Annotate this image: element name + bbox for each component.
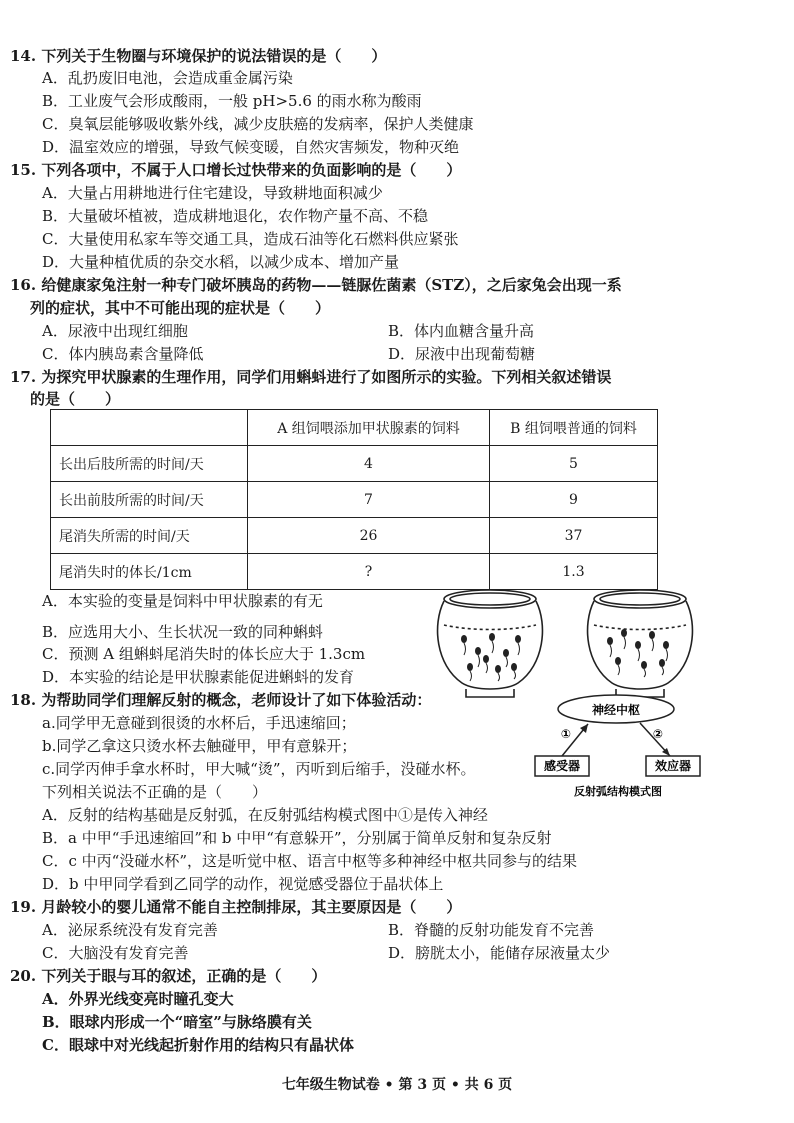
bowl-a-image [438, 590, 543, 697]
q14-option-c: C．臭氧层能够吸收紫外线，减少皮肤癌的发病率，保护人类健康 [42, 115, 474, 133]
table-cell: 1.3 [490, 554, 658, 590]
q18-item-c: c.同学丙伸手拿水杯时，甲大喊“烫”，丙听到后缩手，没碰水杯。 [42, 760, 476, 778]
table-cell: 尾消失所需的时间/天 [51, 518, 248, 554]
q14-option-b: B．工业废气会形成酸雨，一般 pH>5.6 的雨水称为酸雨 [42, 92, 422, 110]
receptor-label: 感受器 [543, 759, 581, 773]
table-row [51, 446, 658, 482]
q16-option-d: D．尿液中出现葡萄糖 [388, 345, 536, 363]
q14-option-a: A．乱扔废旧电池，会造成重金属污染 [42, 69, 293, 87]
q18-option-b: B．a 中甲“手迅速缩回”和 b 中甲“有意躲开”，分别属于简单反射和复杂反射 [42, 829, 552, 847]
q15-option-a: A．大量占用耕地进行住宅建设，导致耕地面积减少 [42, 184, 383, 202]
q17-option-b: B．应选用大小、生长状况一致的同种蝌蚪 [42, 623, 324, 641]
q16-stem-line1 [10, 274, 622, 296]
q20-number: 20. [10, 967, 37, 985]
q19-option-c: C．大脑没有发育完善 [42, 944, 189, 962]
table-cell: 长出后肢所需的时间/天 [51, 446, 248, 482]
q17-option-d: D．本实验的结论是甲状腺素能促进蝌蚪的发育 [42, 668, 355, 686]
q18-question: 下列相关说法不正确的是（ ） [42, 783, 268, 801]
q20-stem: 下列关于眼与耳的叙述，正确的是（ ） [41, 967, 327, 985]
table-cell: 尾消失时的体长/1cm [51, 554, 248, 590]
table-cell: 5 [490, 446, 658, 482]
q15-option-d: D．大量种植优质的杂交水稻，以减少成本、增加产量 [42, 253, 400, 271]
q18-option-c: C．c 中丙“没碰水杯”，这是听觉中枢、语言中枢等多种神经中枢共同参与的结果 [42, 852, 577, 870]
q16-option-a: A．尿液中出现红细胞 [42, 322, 188, 340]
q19-stem: 月龄较小的婴儿通常不能自主控制排尿，其主要原因是（ ） [41, 898, 462, 916]
table-row [51, 518, 658, 554]
table-cell: 长出前肢所需的时间/天 [51, 482, 248, 518]
q14-stem-line [10, 45, 386, 67]
q16-number: 16. [10, 276, 37, 294]
q19-number: 19. [10, 898, 37, 916]
q14-stem: 下列关于生物圈与环境保护的说法错误的是（ ） [41, 47, 387, 65]
arrow-1-label: ① [560, 727, 572, 741]
q17-stem-1: 为探究甲状腺素的生理作用，同学们用蝌蚪进行了如图所示的实验。下列相关叙述错误 [41, 368, 612, 386]
q14-number: 14. [10, 47, 37, 65]
bowl-b-image [588, 590, 693, 697]
experiment-table [50, 409, 658, 590]
q19-option-b: B．脊髓的反射功能发育不完善 [388, 921, 595, 939]
q18-stem: 为帮助同学们理解反射的概念，老师设计了如下体验活动： [41, 691, 432, 709]
effector-label: 效应器 [654, 759, 692, 773]
q18-item-a: a.同学甲无意碰到很烫的水杯后，手迅速缩回； [42, 714, 356, 732]
q18-stem-line [10, 689, 431, 711]
table-header-cell: B 组饲喂普通的饲料 [490, 410, 658, 446]
q20-option-a: A．外界光线变亮时瞳孔变大 [42, 990, 234, 1008]
q20-option-b: B．眼球内形成一个“暗室”与脉络膜有关 [42, 1013, 312, 1031]
q15-option-b: B．大量破坏植被，造成耕地退化，农作物产量不高、不稳 [42, 207, 429, 225]
q17-option-c: C．预测 A 组蝌蚪尾消失时的体长应大于 1.3cm [42, 645, 366, 663]
q18-item-b: b.同学乙拿这只烫水杯去触碰甲，甲有意躲开； [42, 737, 357, 755]
q18-number: 18. [10, 691, 37, 709]
page-footer: 七年级生物试卷 • 第 3 页 • 共 6 页 [281, 1077, 513, 1093]
q16-option-b: B．体内血糖含量升高 [388, 322, 535, 340]
table-cell: 9 [490, 482, 658, 518]
table-header-row [51, 410, 658, 446]
q20-option-c: C．眼球中对光线起折射作用的结构只有晶状体 [42, 1036, 354, 1054]
table-cell: 37 [490, 518, 658, 554]
table-row [51, 482, 658, 518]
q17-option-a: A．本实验的变量是饲料中甲状腺素的有无 [42, 592, 323, 610]
reflex-arc-diagram [532, 692, 704, 800]
q15-stem: 下列各项中，不属于人口增长过快带来的负面影响的是（ ） [41, 161, 462, 179]
table-cell: ? [248, 554, 490, 590]
q17-stem-line1 [10, 366, 611, 388]
table-header-cell: A 组饲喂添加甲状腺素的饲料 [248, 410, 490, 446]
table-header-cell [51, 410, 248, 446]
q16-option-c: C．体内胰岛素含量降低 [42, 345, 204, 363]
q18-option-d: D．b 中甲同学看到乙同学的动作，视觉感受器位于晶状体上 [42, 875, 444, 893]
q16-stem-1: 给健康家兔注射一种专门破坏胰岛的药物——链脲佐菌素（STZ），之后家兔会出现一系 [41, 276, 622, 294]
q19-stem-line [10, 896, 461, 918]
q15-option-c: C．大量使用私家车等交通工具，造成石油等化石燃料供应紧张 [42, 230, 459, 248]
q19-option-d: D．膀胱太小，能储存尿液量太少 [388, 944, 611, 962]
table-cell: 7 [248, 482, 490, 518]
q20-stem-line [10, 965, 326, 987]
q15-number: 15. [10, 161, 37, 179]
arrow-2-label: ② [652, 727, 664, 741]
q19-option-a: A．泌尿系统没有发育完善 [42, 921, 218, 939]
q17-number: 17. [10, 368, 37, 386]
nerve-center-label: 神经中枢 [591, 703, 641, 717]
q18-option-a: A．反射的结构基础是反射弧，在反射弧结构模式图中①是传入神经 [42, 806, 488, 824]
table-cell: 4 [248, 446, 490, 482]
q15-stem-line [10, 159, 461, 181]
tadpole-bowls-illustration [430, 585, 765, 700]
diagram-caption: 反射弧结构模式图 [574, 785, 662, 798]
q17-stem-2: 的是（ ） [30, 390, 121, 408]
table-cell: 26 [248, 518, 490, 554]
q14-option-d: D．温室效应的增强，导致气候变暖，自然灾害频发，物种灭绝 [42, 138, 460, 156]
q16-stem-2: 列的症状，其中不可能出现的症状是（ ） [30, 299, 331, 317]
